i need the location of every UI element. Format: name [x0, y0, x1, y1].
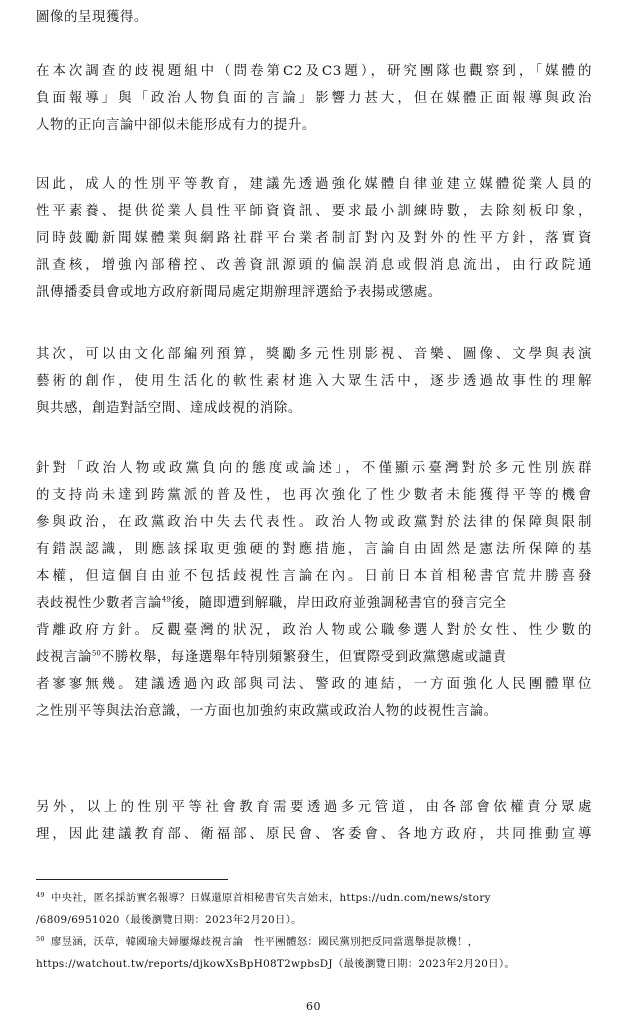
footnote-line	[36, 931, 592, 953]
paragraph-survey-observation	[36, 58, 592, 139]
footnote-line: https://watchout.tw/reports/djkowXsBpH08T2wpbsDJ（最後瀏覽日期：2023年2月20日）。	[36, 958, 516, 970]
text-segment: 表歧視性少數者言論	[36, 596, 162, 611]
paragraph-political-discourse	[36, 455, 592, 725]
text-line: 負面報導」與「政治人物負面的言論」影響力甚大，但在媒體正面報導與政治	[36, 91, 592, 106]
page-number: 60	[306, 1000, 321, 1013]
footnote-text: 中央社，匿名採訪實名報導？日媒還原首相秘書官失言始末，https://udn.com/news/story	[50, 892, 491, 904]
text-line: 背離政府方針。反觀臺灣的狀況，政治人物或公職參選人對於女性、性少數的	[36, 623, 592, 638]
footnote-line: /6809/6951020（最後瀏覽日期：2023年2月20日）。	[36, 914, 302, 926]
footnote-50	[36, 931, 592, 975]
footnote-line	[36, 887, 592, 909]
text-line: 圖像的呈現獲得。	[36, 10, 148, 25]
text-line: 參與政治，在政黨政治中失去代表性。政治人物或政黨對於法律的保障與限制	[36, 515, 592, 530]
text-line: 之性別平等與法治意識，一方面也加強約束政黨或政治人物的歧視性言論。	[36, 704, 498, 719]
footnote-mark: 50	[36, 934, 45, 943]
text-line: 理，因此建議教育部、衛福部、原民會、客委會、各地方政府，共同推動宣導	[36, 827, 592, 842]
text-segment: 不勝枚舉，每逢選舉年特別頻繁發生，但實際受到政黨懲處或譴責	[100, 650, 507, 665]
text-line: 同時鼓勵新聞媒體業與網路社群平台業者制訂對內及對外的性平方針，落實資	[36, 231, 592, 246]
text-line: 其次，可以由文化部編列預算，獎勵多元性別影視、音樂、圖像、文學與表演	[36, 347, 592, 362]
paragraph-culture-ministry	[36, 341, 592, 422]
text-segment: 歧視言論	[36, 650, 92, 665]
text-line	[36, 644, 592, 671]
text-line: 另外，以上的性別平等社會教育需要透過多元管道，由各部會依權責分眾處	[36, 800, 592, 815]
text-line	[36, 590, 592, 617]
footnote-ref-50[interactable]: 50	[91, 649, 101, 658]
text-line: 的支持尚未達到跨黨派的普及性，也再次強化了性少數者未能獲得平等的機會	[36, 488, 592, 503]
text-line: 本權，但這個自由並不包括歧視性言論在內。日前日本首相秘書官荒井勝喜發	[36, 569, 592, 584]
paragraph-continuation	[36, 4, 592, 31]
footnote-49	[36, 887, 592, 931]
text-line: 針對「政治人物或政黨負向的態度或論述」，不僅顯示臺灣對於多元性別族群	[36, 461, 592, 476]
footnote-text: 廖昱涵，沃草，韓國瑜夫婦屢爆歧視言論 性平團體怒：國民黨別把反同當選舉提款機！，	[50, 936, 479, 948]
paragraph-multi-channel	[36, 794, 592, 848]
text-line: 人物的正向言論中卻似未能形成有力的提升。	[36, 118, 316, 133]
text-line: 在本次調查的歧視題組中（問卷第C2及C3題），研究團隊也觀察到，「媒體的	[36, 64, 592, 79]
footnotes	[36, 887, 592, 975]
text-segment: 後，隨即遭到解職，岸田政府並強調秘書官的發言完全	[170, 596, 507, 611]
footnote-ref-49[interactable]: 49	[161, 595, 171, 604]
text-line: 與共感，創造對話空間、達成歧視的消除。	[36, 401, 302, 416]
text-line: 藝術的創作，使用生活化的軟性素材進入大眾生活中，逐步透過故事性的理解	[36, 374, 592, 389]
text-line: 訊查核，增強內部稽控、改善資訊源頭的偏誤消息或假消息流出，由行政院通	[36, 258, 592, 273]
text-line: 訊傳播委員會或地方政府新聞局處定期辦理評選給予表揚或懲處。	[36, 285, 442, 300]
text-line: 性平素養、提供從業人員性平師資資訊、要求最小訓練時數，去除刻板印象，	[36, 204, 592, 219]
footnote-mark: 49	[36, 890, 45, 899]
footnote-divider	[36, 879, 228, 880]
text-line: 因此，成人的性別平等教育，建議先透過強化媒體自律並建立媒體從業人員的	[36, 177, 592, 192]
text-line: 有錯誤認識，則應該採取更強硬的對應措施，言論自由固然是憲法所保障的基	[36, 542, 592, 557]
paragraph-adult-education	[36, 171, 592, 306]
text-line: 者寥寥無幾。建議透過內政部與司法、警政的連結，一方面強化人民團體單位	[36, 677, 592, 692]
